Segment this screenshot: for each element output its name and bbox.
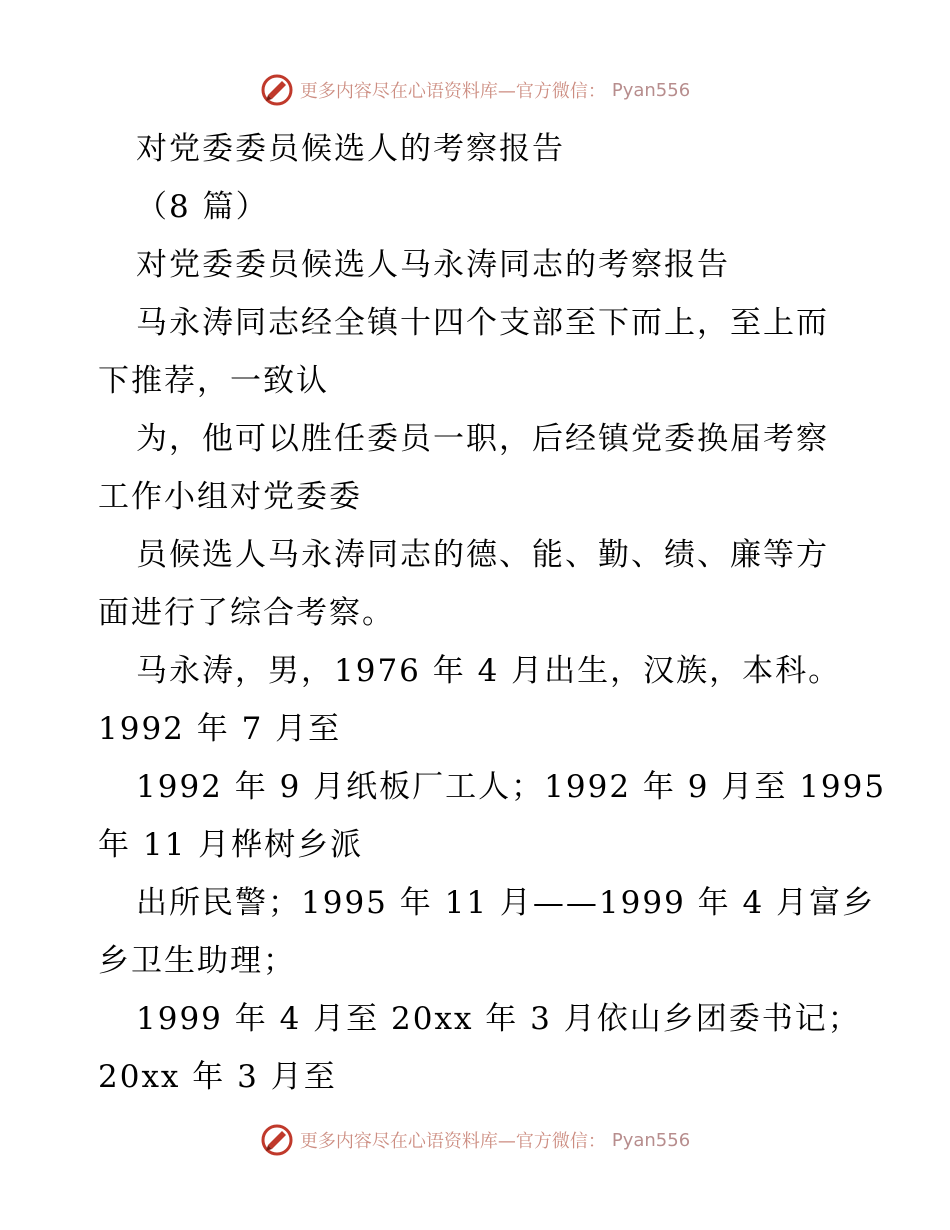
paragraph-line: 20xx 年 3 月至 [98,1059,337,1095]
paragraph-line: 面进行了综合考察。 [98,595,395,631]
paragraph-line: 员候选人马永涛同志的德、能、勤、绩、廉等方 [136,537,829,573]
watermark-contact: Pyan556 [611,1129,691,1151]
paragraph-line: 为，他可以胜任委员一职，后经镇党委换届考察 [136,421,829,457]
doc-title: 对党委委员候选人的考察报告 [136,131,565,167]
paragraph-line: 出所民警；1995 年 11 月——1999 年 4 月富乡 [136,885,876,921]
pen-logo-icon [260,1123,294,1157]
paragraph-line: 1999 年 4 月至 20xx 年 3 月依山乡团委书记； [136,1001,861,1037]
section-heading: 对党委委员候选人马永涛同志的考察报告 [136,247,730,283]
watermark-contact: Pyan556 [611,79,691,101]
paragraph-line: 马永涛同志经全镇十四个支部至下而上，至上而 [136,305,829,341]
pen-logo-icon [260,73,294,107]
paragraph-line: 工作小组对党委委 [98,479,362,515]
footer-watermark [0,1120,950,1160]
header-watermark [0,70,950,110]
paragraph-line: 乡卫生助理； [98,943,296,979]
paragraph-line: 年 11 月桦树乡派 [98,827,364,863]
watermark-text: 更多内容尽在心语资料库—官方微信： [299,81,606,102]
doc-subtitle: （8 篇） [136,189,269,225]
paragraph-line: 1992 年 7 月至 [98,711,342,747]
document-body [98,120,887,1106]
paragraph-line: 1992 年 9 月纸板厂工人；1992 年 9 月至 1995 [136,769,887,805]
paragraph-line: 下推荐，一致认 [98,363,329,399]
watermark-text: 更多内容尽在心语资料库—官方微信： [299,1131,606,1152]
paragraph-line: 马永涛，男，1976 年 4 月出生，汉族，本科。 [136,653,842,689]
